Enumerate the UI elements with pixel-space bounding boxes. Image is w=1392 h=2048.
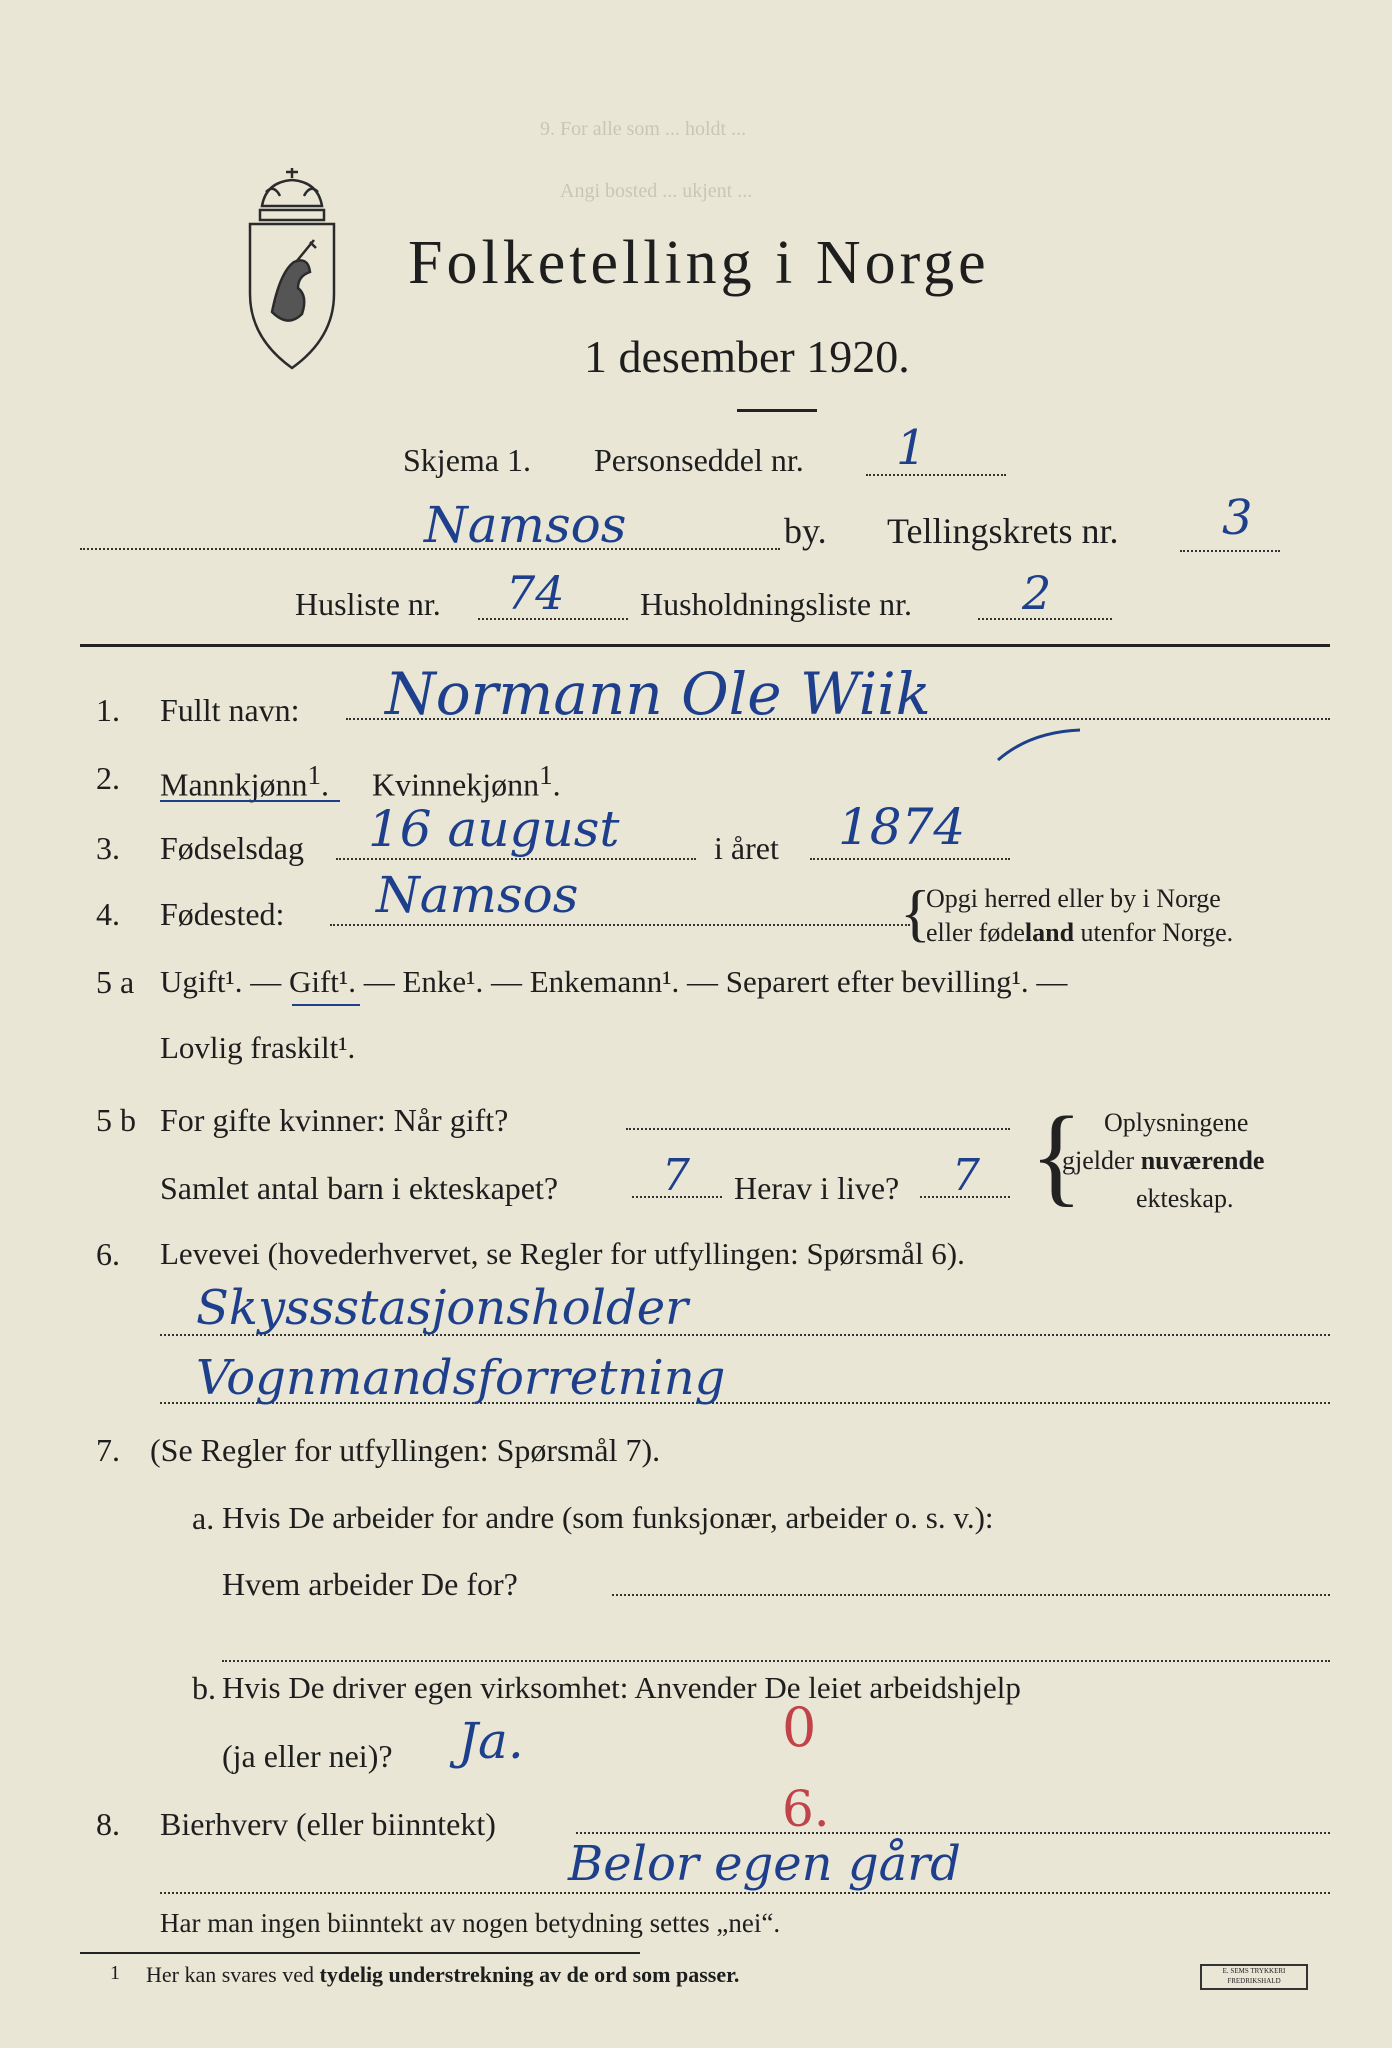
q7b-number: b. <box>192 1670 216 1706</box>
q7a-line-2 <box>222 1660 1330 1662</box>
q4-note-2b: land <box>1024 918 1075 947</box>
children-label: Samlet antal barn i ekteskapet? <box>160 1170 559 1206</box>
red-pencil-mark-2: 6. <box>782 1780 830 1838</box>
q7a-line-1 <box>612 1594 1330 1596</box>
q4-line <box>330 924 910 926</box>
q8-label: Bierhverv (eller biinntekt) <box>160 1806 496 1842</box>
q5b-note-3: ekteskap. <box>1136 1184 1234 1213</box>
q8-line-2 <box>160 1892 1330 1894</box>
q4-brace: { <box>900 877 931 948</box>
q6-number: 6. <box>96 1236 120 1272</box>
female-option: Kvinnekjønn <box>372 766 540 803</box>
footnote-rule <box>80 1952 640 1954</box>
q5b-brace: { <box>1030 1094 1083 1216</box>
tellingskrets-line <box>1180 550 1280 552</box>
q1-label: Fullt navn: <box>160 692 300 728</box>
q5b-note-2 <box>1062 1146 1264 1176</box>
personseddel-line <box>866 474 1006 476</box>
q6-label: Levevei (hovederhvervet, se Regler for utfyllingen: Spørsmål 6). <box>160 1236 965 1271</box>
alive-value: 7 <box>952 1150 980 1201</box>
norwegian-coat-of-arms-icon <box>236 162 348 376</box>
place-value: Namsos <box>424 496 627 554</box>
husholdning-label: Husholdningsliste nr. <box>640 586 913 622</box>
q5b-note-1: Oplysningene <box>1104 1108 1249 1137</box>
tellingskrets-value: 3 <box>1222 490 1253 546</box>
personseddel-label: Personseddel nr. <box>594 442 804 478</box>
q1-number: 1. <box>96 692 120 728</box>
marital-options-2: Lovlig fraskilt¹. <box>160 1030 356 1065</box>
q5b-line <box>626 1128 1010 1130</box>
q3-number: 3. <box>96 830 120 866</box>
male-option: Mannkjønn <box>160 766 308 803</box>
q4-label: Fødested: <box>160 896 285 932</box>
footnote-mark: 1 <box>110 1962 120 1984</box>
q3-year-line <box>810 858 1010 860</box>
q5b-number: 5 b <box>96 1102 136 1138</box>
footnote-text-a: Her kan svares ved <box>146 1962 320 1987</box>
husliste-label: Husliste nr. <box>295 586 441 622</box>
q7a-label: Hvis De arbeider for andre (som funksjonær, arbeider o. s. v.): <box>222 1500 994 1535</box>
q7b-label: Hvis De driver egen virksomhet: Anvender De leiet arbeidshjelp <box>222 1670 1021 1705</box>
q2-number: 2. <box>96 760 120 796</box>
q3-line <box>336 858 696 860</box>
q5b-note-2b: nuværende <box>1140 1146 1265 1175</box>
handwritten-stroke-icon <box>990 726 1090 766</box>
q8-line-1 <box>576 1832 1330 1834</box>
marital-options: Ugift¹. — Gift¹. — Enke¹. — Enkemann¹. — Separert efter bevilling¹. — <box>160 964 1068 999</box>
side-income-value: Belor egen gård <box>568 1836 961 1892</box>
q7a-number: a. <box>192 1500 215 1536</box>
q7-label: (Se Regler for utfyllingen: Spørsmål 7). <box>150 1432 661 1468</box>
census-date: 1 desember 1920. <box>584 331 910 382</box>
printer-stamp: E. SEMS TRYKKERI FREDRIKSHALD <box>1200 1964 1308 1990</box>
full-name-value: Normann Ole Wiik <box>385 660 931 728</box>
q8-number: 8. <box>96 1806 120 1842</box>
q4-note-2a: eller føde <box>926 918 1025 947</box>
q4-note-2 <box>926 918 1233 948</box>
bleed-through-text: Angi bosted ... ukjent ... <box>560 180 753 202</box>
male-underline <box>160 800 340 802</box>
gift-underline <box>292 1004 360 1006</box>
footnote-text-b: tydelig understrekning av de ord som passer. <box>319 1962 740 1987</box>
q4-note-2c: utenfor Norge. <box>1074 918 1234 947</box>
q7-number: 7. <box>96 1432 120 1468</box>
personseddel-value: 1 <box>896 420 927 476</box>
header-rule <box>80 644 1330 647</box>
husliste-value: 74 <box>506 566 565 620</box>
q3-label: Fødselsdag <box>160 830 304 866</box>
q2-male: Mannkjønn$^1$. <box>160 760 330 803</box>
hired-help-value: Ja. <box>458 1712 524 1770</box>
skjema-label: Skjema 1. <box>403 442 531 478</box>
occupation-value-2: Vognmandsforretning <box>196 1350 726 1406</box>
q7b-question: (ja eller nei)? <box>222 1738 393 1774</box>
q2-female: Kvinnekjønn$^1$. <box>372 760 561 803</box>
bleed-through-text: 9. For alle som ... holdt ... <box>540 118 747 140</box>
footnote-text <box>146 1962 739 1988</box>
q5b-note-2a: gjelder <box>1062 1146 1141 1175</box>
q4-number: 4. <box>96 896 120 932</box>
birth-year-value: 1874 <box>838 798 966 856</box>
children-value: 7 <box>662 1150 690 1201</box>
by-label: by. <box>784 511 827 551</box>
q3-year-label: i året <box>714 830 779 866</box>
birthday-value: 16 august <box>368 800 620 858</box>
alive-label: Herav i live? <box>734 1170 900 1206</box>
q8-note: Har man ingen biinntekt av nogen betydning settes „nei“. <box>160 1908 781 1938</box>
page-title: Folketelling i Norge <box>408 229 990 297</box>
birthplace-value: Namsos <box>376 866 579 924</box>
q5b-label: For gifte kvinner: Når gift? <box>160 1102 509 1138</box>
q4-note-1: Opgi herred eller by i Norge <box>926 884 1221 913</box>
husholdning-value: 2 <box>1022 566 1052 620</box>
tellingskrets-label: Tellingskrets nr. <box>887 511 1119 551</box>
red-pencil-mark: 0 <box>782 1696 817 1759</box>
q5a-number: 5 a <box>96 964 135 1000</box>
occupation-value-1: Skyssstasjonsholder <box>196 1280 689 1336</box>
q7a-question: Hvem arbeider De for? <box>222 1566 518 1602</box>
title-divider <box>737 409 817 412</box>
